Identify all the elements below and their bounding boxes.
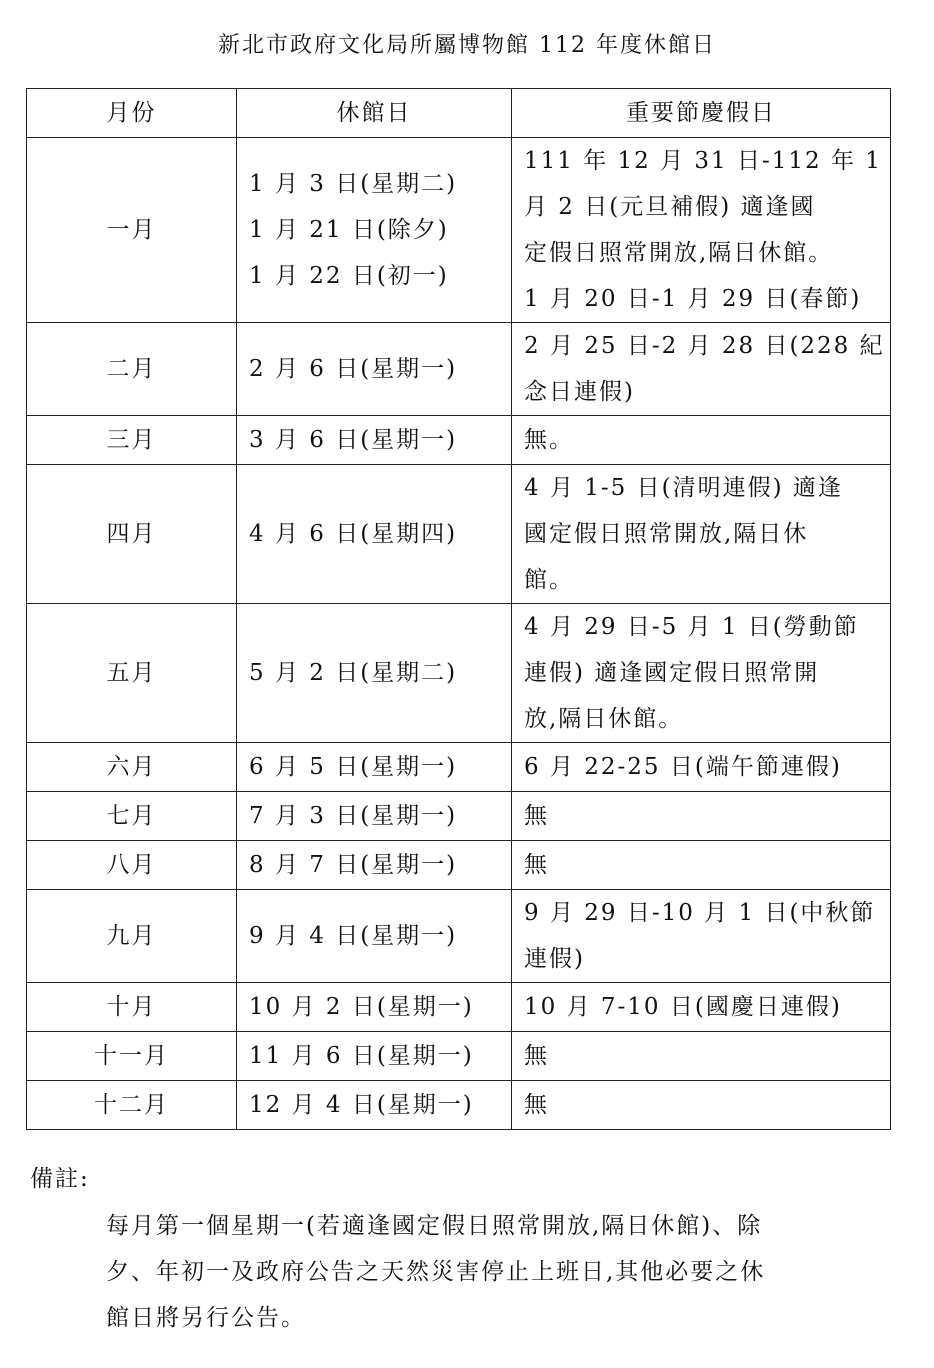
month-cell: 一月	[27, 138, 237, 323]
holiday-line: 定假日照常開放,隔日休館。	[524, 240, 834, 266]
table-row	[27, 138, 891, 323]
holiday-cell	[512, 416, 891, 465]
month-cell: 五月	[27, 604, 237, 743]
month-cell: 八月	[27, 841, 237, 890]
holiday-cell	[512, 604, 891, 743]
holiday-line: 2 月 25 日-2 月 28 日(228 紀	[524, 333, 885, 359]
closed-day-cell	[237, 841, 512, 890]
closed-day-line: 4 月 6 日(星期四)	[249, 521, 458, 547]
holiday-line: 無	[524, 1092, 549, 1118]
holiday-cell	[512, 465, 891, 604]
closed-day-cell	[237, 604, 512, 743]
closed-day-cell	[237, 792, 512, 841]
month-cell: 十月	[27, 983, 237, 1032]
table-row	[27, 416, 891, 465]
holiday-cell	[512, 138, 891, 323]
month-cell: 七月	[27, 792, 237, 841]
holiday-cell	[512, 743, 891, 792]
header-month: 月份	[27, 89, 237, 138]
holiday-cell	[512, 983, 891, 1032]
holiday-line: 9 月 29 日-10 月 1 日(中秋節	[524, 900, 876, 926]
closed-day-line: 5 月 2 日(星期二)	[249, 660, 458, 686]
closed-day-line: 1 月 21 日(除夕)	[249, 217, 449, 243]
holiday-line: 4 月 1-5 日(清明連假) 適逢	[524, 475, 843, 501]
closed-day-line: 3 月 6 日(星期一)	[249, 427, 458, 453]
holiday-cell	[512, 1081, 891, 1130]
closed-day-line: 2 月 6 日(星期一)	[249, 356, 458, 382]
table-row	[27, 983, 891, 1032]
holiday-line: 念日連假)	[524, 379, 635, 405]
notes-line: 館日將另行公告。	[106, 1305, 306, 1331]
table-row	[27, 1032, 891, 1081]
holiday-line: 1 月 20 日-1 月 29 日(春節)	[524, 286, 862, 312]
holiday-line: 放,隔日休館。	[524, 706, 684, 732]
closed-day-cell	[237, 743, 512, 792]
closed-day-line: 9 月 4 日(星期一)	[249, 923, 458, 949]
header-closed-days: 休館日	[237, 89, 512, 138]
holiday-line: 國定假日照常開放,隔日休	[524, 521, 809, 547]
table-row	[27, 465, 891, 604]
table-row	[27, 890, 891, 983]
holiday-cell	[512, 323, 891, 416]
closed-day-line: 12 月 4 日(星期一)	[249, 1092, 474, 1118]
closed-day-line: 1 月 22 日(初一)	[249, 263, 449, 289]
holiday-line: 無	[524, 803, 549, 829]
month-cell: 十二月	[27, 1081, 237, 1130]
table-row	[27, 743, 891, 792]
holiday-line: 連假) 適逢國定假日照常開	[524, 660, 820, 686]
table-row	[27, 604, 891, 743]
holiday-line: 連假)	[524, 946, 585, 972]
closed-day-line: 7 月 3 日(星期一)	[249, 803, 458, 829]
closed-day-line: 11 月 6 日(星期一)	[249, 1043, 474, 1069]
closed-day-cell	[237, 138, 512, 323]
document-title: 新北市政府文化局所屬博物館 112 年度休館日	[218, 33, 716, 58]
month-cell: 六月	[27, 743, 237, 792]
notes-body	[106, 1203, 896, 1341]
closed-day-cell	[237, 1032, 512, 1081]
closed-day-cell	[237, 983, 512, 1032]
table-row	[27, 1081, 891, 1130]
closed-day-cell	[237, 1081, 512, 1130]
holiday-cell	[512, 890, 891, 983]
holiday-cell	[512, 792, 891, 841]
table-row	[27, 792, 891, 841]
closed-day-cell	[237, 323, 512, 416]
holiday-line: 4 月 29 日-5 月 1 日(勞動節	[524, 614, 859, 640]
closed-day-cell	[237, 465, 512, 604]
holiday-line: 6 月 22-25 日(端午節連假)	[524, 754, 842, 780]
closed-day-line: 10 月 2 日(星期一)	[249, 994, 474, 1020]
month-cell: 十一月	[27, 1032, 237, 1081]
month-cell: 二月	[27, 323, 237, 416]
holiday-line: 111 年 12 月 31 日-112 年 1	[524, 148, 882, 174]
table-row	[27, 841, 891, 890]
table-row	[27, 323, 891, 416]
month-cell: 四月	[27, 465, 237, 604]
holiday-cell	[512, 1032, 891, 1081]
holiday-cell	[512, 841, 891, 890]
notes-label: 備註:	[30, 1166, 90, 1192]
holiday-line: 月 2 日(元旦補假) 適逢國	[524, 194, 816, 220]
holiday-line: 10 月 7-10 日(國慶日連假)	[524, 994, 842, 1020]
closed-day-cell	[237, 416, 512, 465]
closed-day-line: 1 月 3 日(星期二)	[249, 171, 458, 197]
holiday-line: 無	[524, 1043, 549, 1069]
table-header-row	[27, 89, 891, 138]
notes-line: 每月第一個星期一(若適逢國定假日照常開放,隔日休館)、除	[106, 1213, 763, 1239]
holiday-line: 館。	[524, 567, 574, 593]
closed-day-line: 8 月 7 日(星期一)	[249, 852, 458, 878]
notes-line: 夕、年初一及政府公告之天然災害停止上班日,其他必要之休	[106, 1259, 766, 1285]
closure-schedule-table	[26, 88, 891, 1130]
month-cell: 三月	[27, 416, 237, 465]
month-cell: 九月	[27, 890, 237, 983]
closed-day-cell	[237, 890, 512, 983]
holiday-line: 無。	[524, 427, 574, 453]
holiday-line: 無	[524, 852, 549, 878]
closed-day-line: 6 月 5 日(星期一)	[249, 754, 458, 780]
header-holidays: 重要節慶假日	[512, 89, 891, 138]
